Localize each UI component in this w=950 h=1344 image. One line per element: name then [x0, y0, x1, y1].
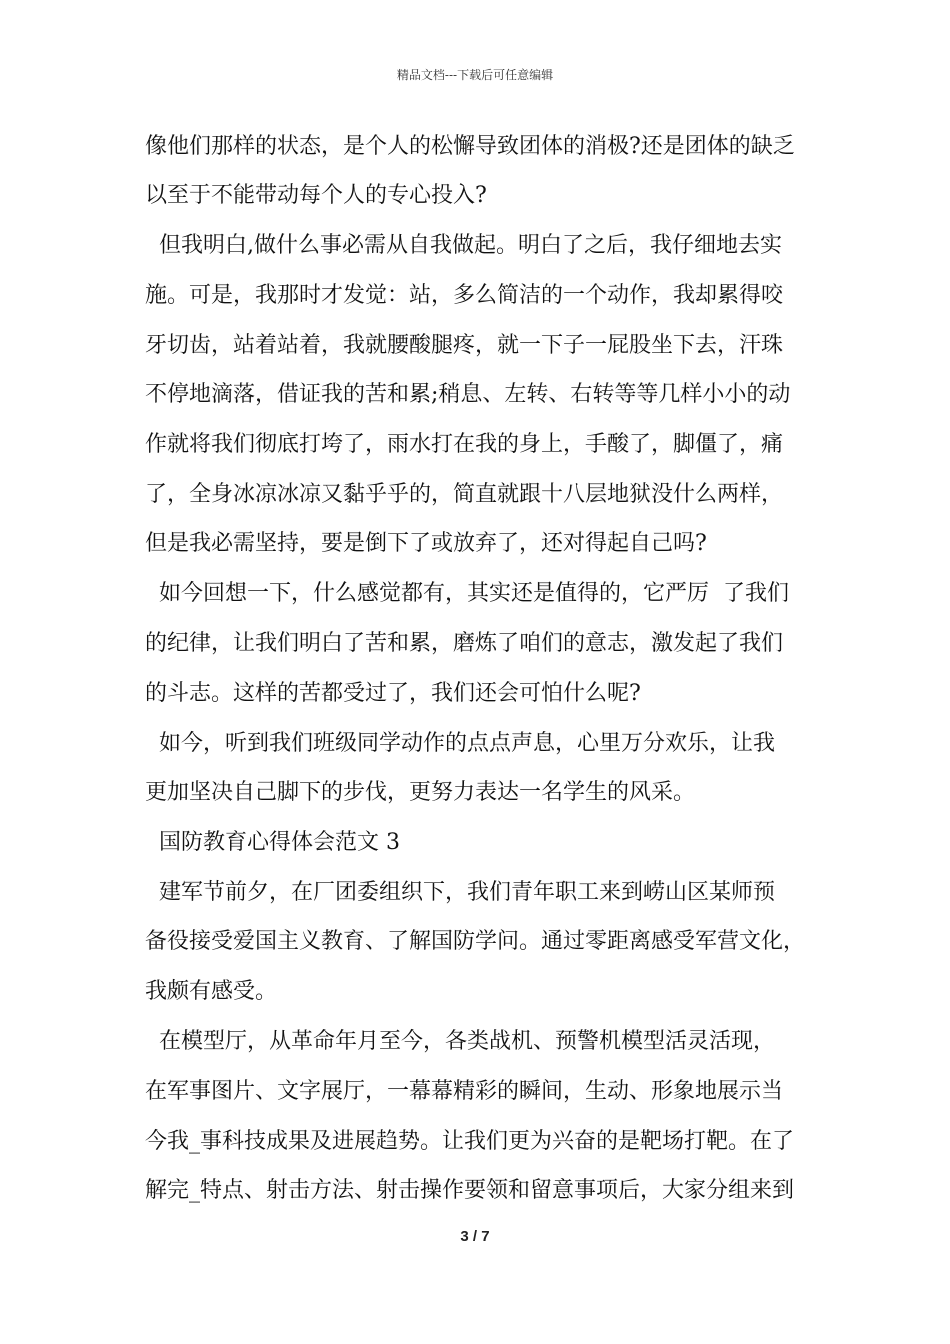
body-text-line: 备役接受爱国主义教育、了解国防学问。通过零距离感受军营文化， [145, 929, 806, 954]
body-text-line: 施。可是，我那时才发觉：站，多么简洁的一个动作，我却累得咬 [145, 283, 784, 308]
body-text-line: 像他们那样的状态，是个人的松懈导致团体的消极?还是团体的缺乏 [145, 134, 795, 159]
body-text-line: 如今，听到我们班级同学动作的点点声息，心里万分欢乐，让我 [145, 731, 775, 756]
body-text-line: 建军节前夕，在厂团委组织下，我们青年职工来到崂山区某师预 [145, 880, 775, 905]
body-text-line: 如今回想一下，什么感觉都有，其实还是值得的，它严厉 了我们 [145, 581, 789, 606]
body-text-line: 今我_事科技成果及进展趋势。让我们更为兴奋的是靶场打靶。在了 [145, 1129, 795, 1154]
body-text-line: 解完_特点、射击方法、射击操作要领和留意事项后，大家分组来到 [145, 1178, 795, 1203]
section-heading: 国防教育心得体会范文 3 [145, 830, 400, 855]
body-text-line: 但是我必需坚持，要是倒下了或放弃了，还对得起自己吗? [145, 531, 707, 556]
body-text-line: 的斗志。这样的苦都受过了，我们还会可怕什么呢? [145, 681, 641, 706]
body-text-line: 更加坚决自己脚下的步伐，更努力表达一名学生的风采。 [145, 780, 696, 805]
body-text-line: 但我明白,做什么事必需从自我做起。明白了之后，我仔细地去实 [145, 233, 782, 258]
body-text-line: 以至于不能带动每个人的专心投入? [145, 183, 487, 208]
body-text-line: 在军事图片、文字展厅，一幕幕精彩的瞬间，生动、形象地展示当 [145, 1079, 784, 1104]
body-text-line: 不停地滴落，借证我的苦和累;稍息、左转、右转等等几样小小的动 [145, 382, 791, 407]
body-text-line: 作就将我们彻底打垮了，雨水打在我的身上，手酸了，脚僵了，痛 [145, 432, 784, 457]
document-header: 精品文档---下载后可任意编辑 [396, 68, 554, 82]
body-text-line: 在模型厅，从革命年月至今，各类战机、预警机模型活灵活现， [145, 1029, 775, 1054]
body-text-line: 牙切齿，站着站着，我就腰酸腿疼，就一下子一屁股坐下去，汗珠 [145, 333, 784, 358]
page-indicator: 3 / 7 [460, 1228, 490, 1245]
body-text-line: 我颇有感受。 [145, 979, 278, 1004]
body-text-line: 的纪律，让我们明白了苦和累，磨炼了咱们的意志，激发起了我们 [145, 631, 784, 656]
body-text-line: 了，全身冰凉冰凉又黏乎乎的，简直就跟十八层地狱没什么两样， [145, 482, 784, 507]
